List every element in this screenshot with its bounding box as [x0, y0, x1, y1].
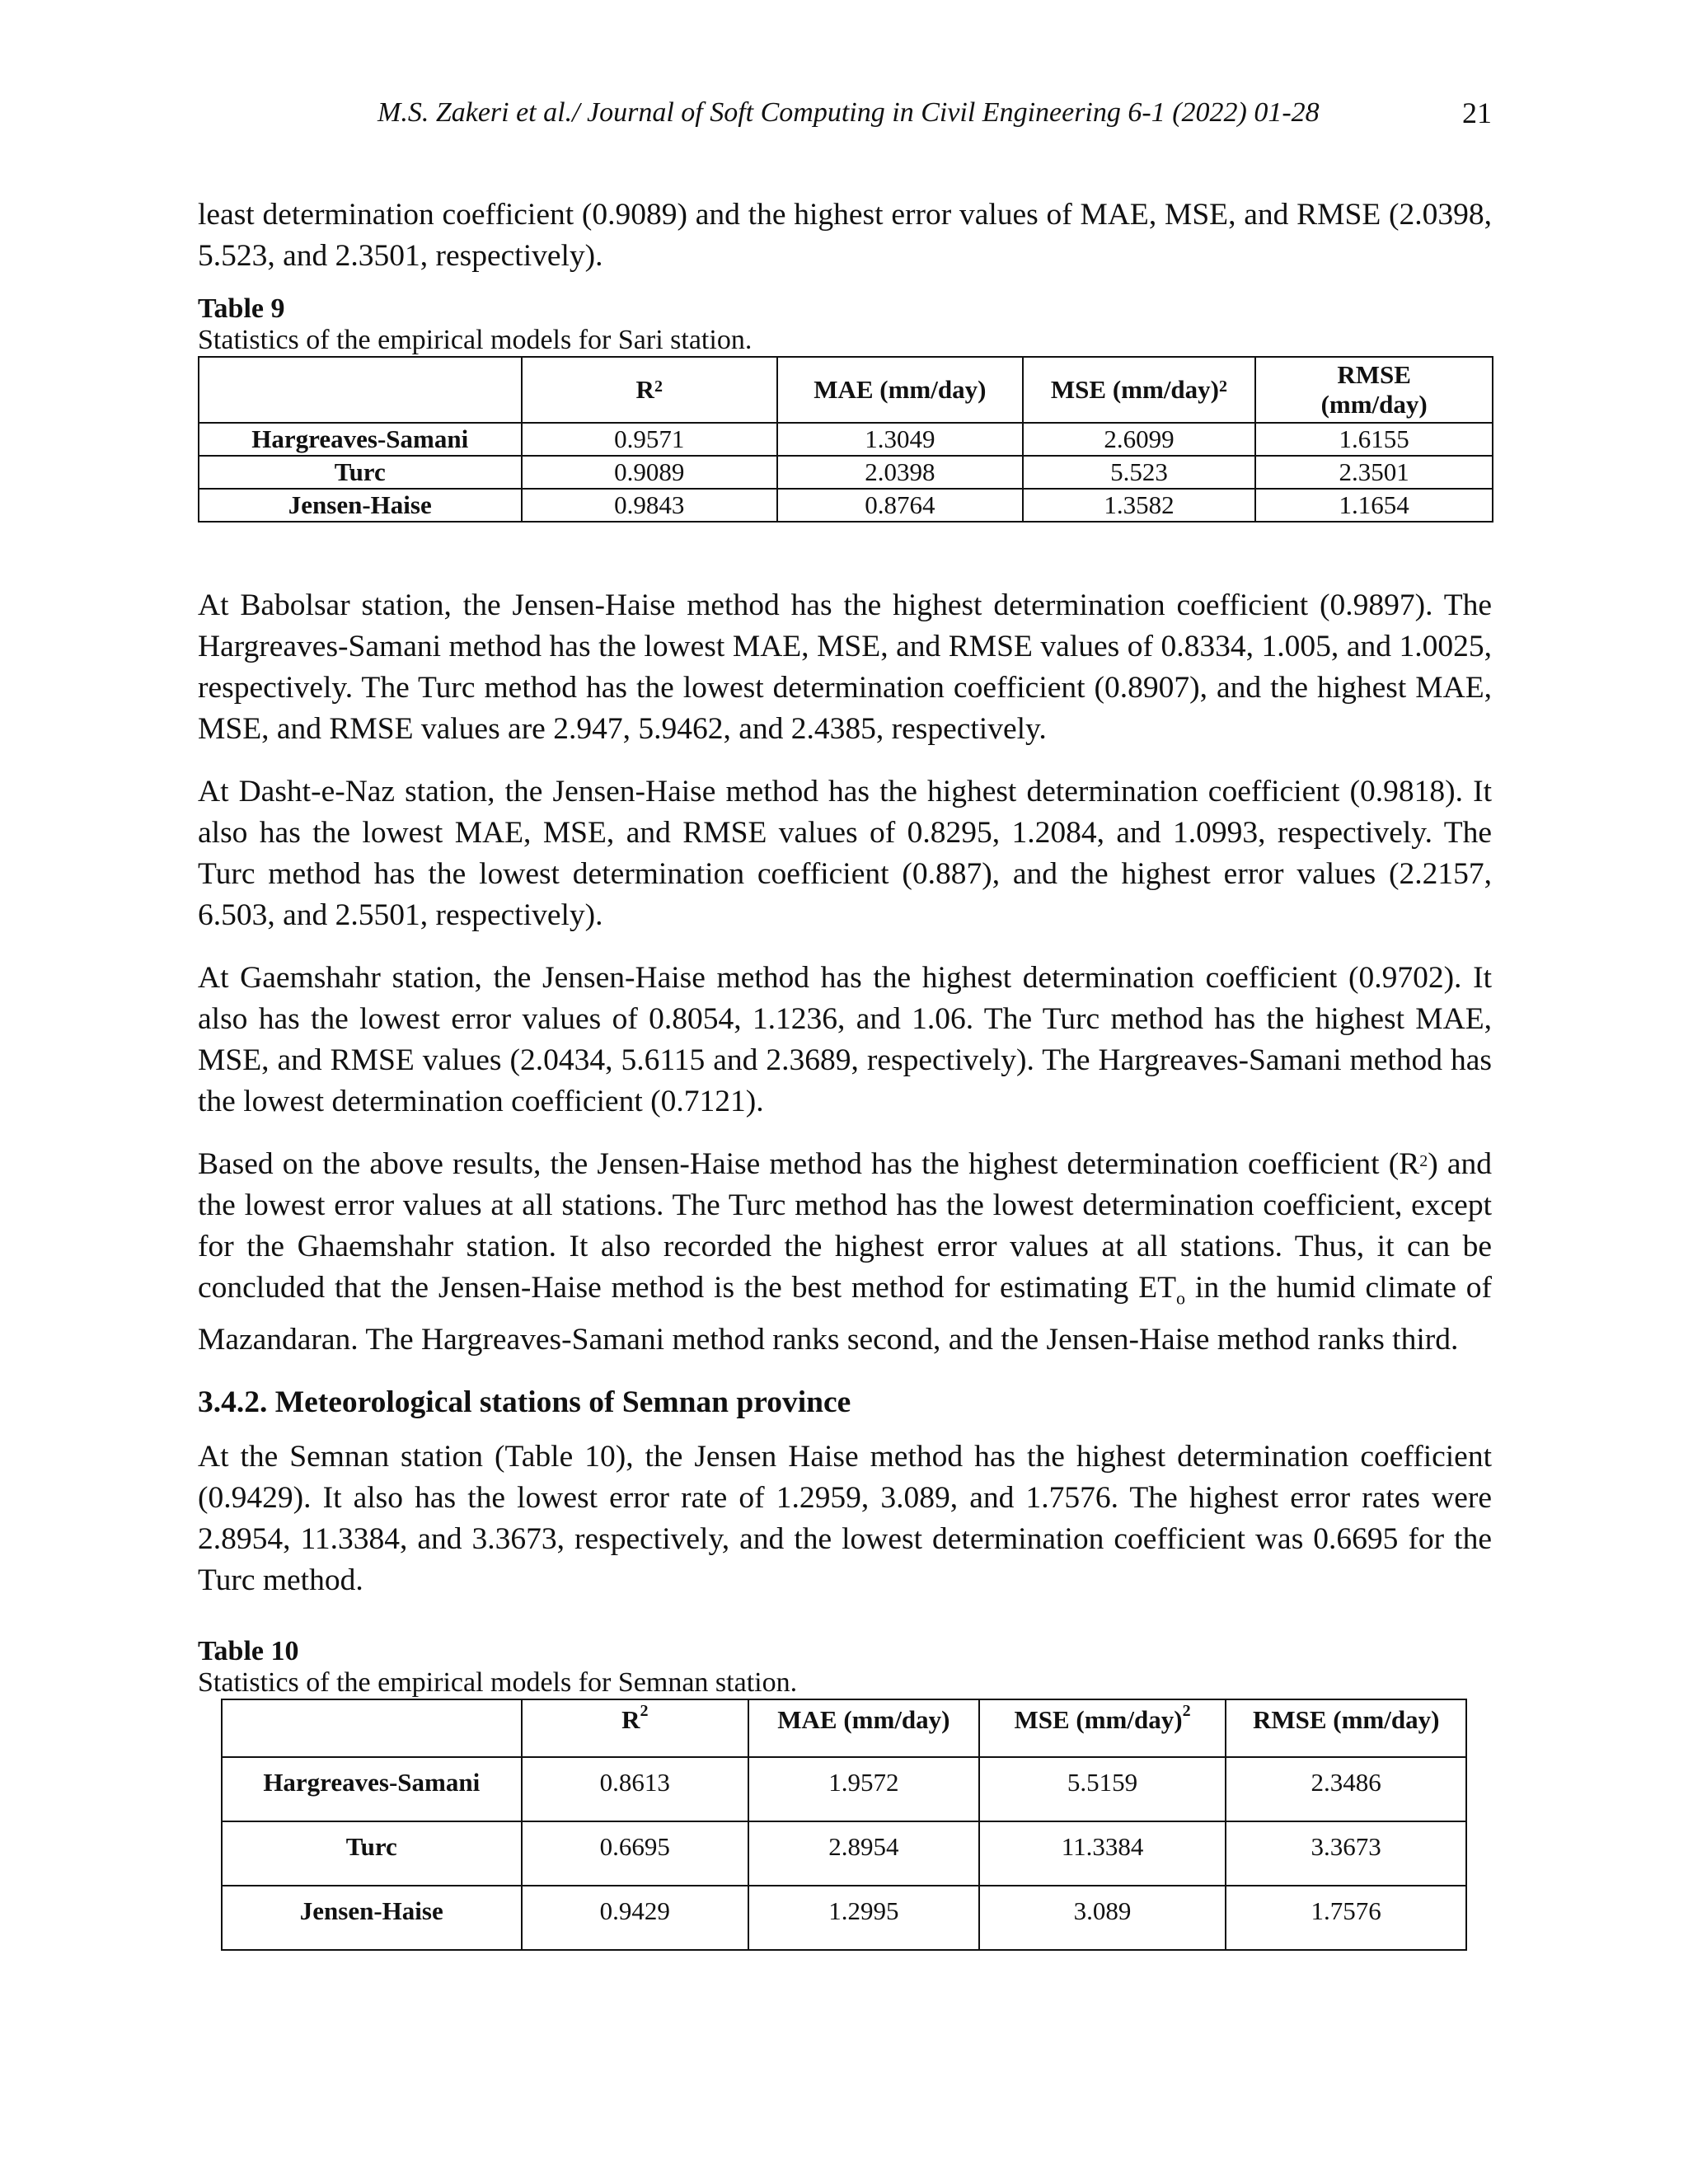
paragraph-summary: Based on the above results, the Jensen-Haise method has the highest determination coefficient $(R^2)$ and the lowest error values at all stations. The Turc method has the lowest determination coefficient, except for the Ghaemshahr station. It also recorded the highest error values at all stations. Thus, it can be concluded that the Jensen-Haise method is the best method for estimating $ET_o$ in the humid climate of Mazandaran. The Hargreaves-Samani method ranks second, and the Jensen-Haise method ranks third. [198, 1147, 1493, 1357]
cell-r2: 0.9843 [522, 489, 778, 522]
cell-rmse: 3.3673 [1226, 1821, 1466, 1886]
header-rmse: RMSE (mm/day) [1255, 357, 1493, 423]
cell-mae: 2.8954 [748, 1821, 979, 1886]
header-r2: $R^2$ [522, 357, 778, 423]
table-row [222, 1886, 1466, 1950]
paragraph-babolsar: At Babolsar station, the Jensen-Haise method has the highest determination coefficient (0.9897). The Hargreaves-Samani method has the lowest MAE, MSE, and RMSE values of 0.8334, 1.005, and 1.0025, respectively. The Turc method has the lowest determination coefficient (0.8907), and the highest MAE, MSE, and RMSE values are 2.947, 5.9462, and 2.4385, respectively. [198, 588, 1492, 746]
table-row [199, 456, 1493, 489]
cell-rmse: 1.1654 [1255, 489, 1493, 522]
cell-mse: 11.3384 [979, 1821, 1226, 1886]
cell-rmse: 1.6155 [1255, 423, 1493, 456]
paragraph-semnan: At the Semnan station (Table 10), the Jensen Haise method has the highest determination coefficient (0.9429). It also has the lowest error rate of 1.2959, 3.089, and 1.7576. The highest error rates were 2.8954, 11.3384, and 3.3673, respectively, and the lowest determination coefficient was 0.6695 for the Turc method. [198, 1439, 1492, 1597]
table-header-row [222, 1699, 1466, 1757]
row-label: Turc [199, 456, 522, 489]
journal-citation: M.S. Zakeri et al./ Journal of Soft Computing in Civil Engineering 6-1 (2022) 01-28 [377, 97, 1320, 128]
table-row [199, 489, 1493, 522]
cell-mse: 3.089 [979, 1886, 1226, 1950]
page-number: 21 [1462, 96, 1492, 129]
cell-mse: 1.3582 [1023, 489, 1256, 522]
table-row [222, 1821, 1466, 1886]
cell-r2: 0.8613 [522, 1757, 749, 1821]
row-label: Hargreaves-Samani [222, 1757, 522, 1821]
row-label: Jensen-Haise [222, 1886, 522, 1950]
table-10 [221, 1699, 1467, 1951]
header-rmse: RMSE (mm/day) [1226, 1699, 1466, 1757]
cell-mse: 2.6099 [1023, 423, 1256, 456]
cell-mse: 5.5159 [979, 1757, 1226, 1821]
header-empty-cell [222, 1699, 522, 1757]
header-empty-cell [199, 357, 522, 423]
cell-mae: 1.9572 [748, 1757, 979, 1821]
main-content [198, 194, 1492, 1951]
table-header-row [199, 357, 1493, 423]
spacer [198, 523, 1492, 585]
table-10-label: Table 10 [198, 1635, 299, 1666]
cell-r2: 0.6695 [522, 1821, 749, 1886]
header-mae: MAE (mm/day) [777, 357, 1023, 423]
table-9 [198, 356, 1493, 523]
cell-r2: 0.9429 [522, 1886, 749, 1950]
header-mse: MSE $(mm/day)^2$ [979, 1699, 1226, 1757]
cell-r2: 0.9571 [522, 423, 778, 456]
paragraph-continued: least determination coefficient (0.9089) and the highest error values of MAE, MSE, and RMSE (2.0398, 5.523, and 2.3501, respectively). [198, 198, 1492, 273]
paragraph-gaemshahr: At Gaemshahr station, the Jensen-Haise method has the highest determination coefficient (0.9702). It also has the lowest error values of 0.8054, 1.1236, and 1.06. The Turc method has the highest MAE, MSE, and RMSE values (2.0434, 5.6115 and 2.3689, respectively). The Hargreaves-Samani method has the lowest determination coefficient (0.7121). [198, 961, 1492, 1118]
cell-mae: 1.3049 [777, 423, 1023, 456]
row-label: Jensen-Haise [199, 489, 522, 522]
row-label: Turc [222, 1821, 522, 1886]
header-mae: MAE (mm/day) [748, 1699, 979, 1757]
cell-rmse: 2.3486 [1226, 1757, 1466, 1821]
header-mse: MSE $(mm/day)^2$ [1023, 357, 1256, 423]
cell-mae: 2.0398 [777, 456, 1023, 489]
cell-mae: 1.2995 [748, 1886, 979, 1950]
cell-mae: 0.8764 [777, 489, 1023, 522]
cell-mse: 5.523 [1023, 456, 1256, 489]
section-heading: 3.4.2. Meteorological stations of Semnan province [198, 1385, 851, 1419]
cell-r2: 0.9089 [522, 456, 778, 489]
table-row [222, 1757, 1466, 1821]
table-9-caption: Statistics of the empirical models for Sari station. [198, 325, 753, 355]
table-10-caption: Statistics of the empirical models for Semnan station. [198, 1666, 798, 1698]
cell-rmse: 1.7576 [1226, 1886, 1466, 1950]
row-label: Hargreaves-Samani [199, 423, 522, 456]
running-header [198, 97, 1492, 138]
table-row [199, 423, 1493, 456]
table-9-label: Table 9 [198, 293, 285, 324]
cell-rmse: 2.3501 [1255, 456, 1493, 489]
paragraph-dasht-e-naz: At Dasht-e-Naz station, the Jensen-Haise method has the highest determination coefficient (0.9818). It also has the lowest MAE, MSE, and RMSE values of 0.8295, 1.2084, and 1.0993, respectively. The Turc method has the lowest determination coefficient (0.887), and the highest error values (2.2157, 6.503, and 2.5501, respectively). [198, 775, 1492, 932]
header-r2: $R^2$ [522, 1699, 749, 1757]
